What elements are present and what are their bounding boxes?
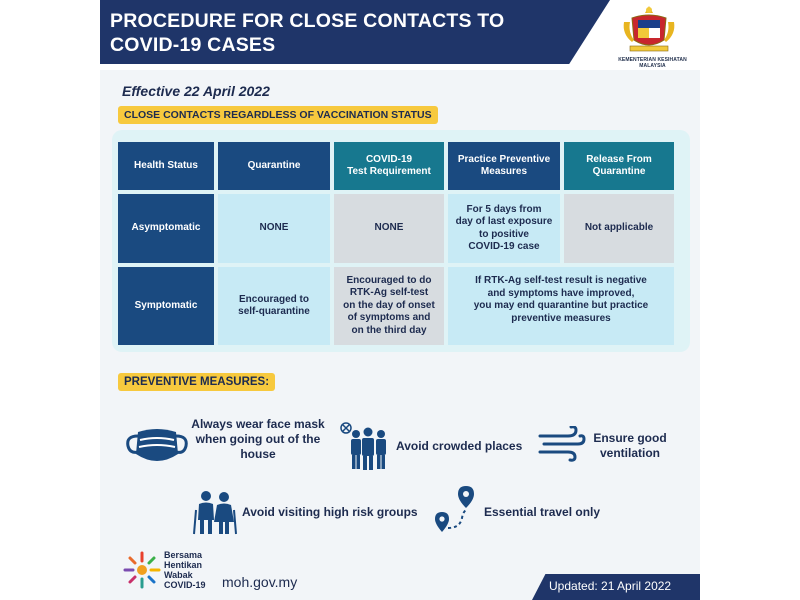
crowd-measure-text: Avoid crowded places xyxy=(396,439,523,453)
infographic-poster xyxy=(100,0,700,600)
title-line-2: COVID-19 CASES xyxy=(110,34,276,56)
asymptomatic-preventive-line-1: For 5 days from xyxy=(466,203,542,215)
symptomatic-test-line-1: Encouraged to do xyxy=(346,274,432,286)
header xyxy=(100,0,700,70)
asymptomatic-test xyxy=(334,194,444,263)
header-quarantine-text: Quarantine xyxy=(247,159,301,171)
symptomatic-merged-line-3: you may end quarantine but practice xyxy=(473,300,649,311)
updated-date: Updated: 21 April 2022 xyxy=(549,579,672,593)
elderly-couple-icon xyxy=(192,488,238,536)
asymptomatic-preventive-line-3: to positive xyxy=(478,228,529,240)
campaign-line-4: COVID-19 xyxy=(164,580,206,590)
asymptomatic-preventive-line-4: COVID-19 case xyxy=(468,241,540,252)
symptomatic-test-line-2: RTK-Ag self-test xyxy=(349,287,429,299)
asymptomatic-release-text: Not applicable xyxy=(584,222,654,234)
ventilation-line-1: Ensure good xyxy=(593,431,667,445)
face-mask-icon xyxy=(124,424,190,468)
symptomatic-test xyxy=(334,267,444,345)
travel-route-icon xyxy=(430,484,482,536)
asymptomatic-status-text: Asymptomatic xyxy=(131,222,201,234)
mask-measure-text xyxy=(188,417,328,462)
campaign-name xyxy=(164,550,206,590)
ventilation-icon xyxy=(538,426,586,462)
row-asymptomatic-status xyxy=(118,194,214,263)
close-contacts-label: CLOSE CONTACTS REGARDLESS OF VACCINATION STATUS xyxy=(118,106,438,124)
symptomatic-quarantine-line-2: self-quarantine xyxy=(238,306,310,317)
website-url: moh.gov.my xyxy=(222,574,298,590)
asymptomatic-quarantine xyxy=(218,194,330,263)
campaign-line-2: Hentikan xyxy=(164,560,203,570)
symptomatic-quarantine-line-1: Encouraged to xyxy=(238,293,309,305)
campaign-line-3: Wabak xyxy=(164,570,193,580)
ministry-name: KEMENTERIAN KESIHATAN MALAYSIA xyxy=(618,57,687,69)
header-preventive-measures xyxy=(448,142,560,190)
mask-line-3: house xyxy=(240,447,276,461)
campaign-logo-icon xyxy=(122,550,162,590)
asymptomatic-quarantine-text: NONE xyxy=(259,222,289,234)
risk-groups-measure-text: Avoid visiting high risk groups xyxy=(242,505,418,519)
ventilation-line-2: ventilation xyxy=(599,446,660,460)
ventilation-measure-text xyxy=(580,431,680,461)
header-test-line-2: Test Requirement xyxy=(347,166,431,177)
header-health-status-text: Health Status xyxy=(134,159,198,171)
symptomatic-merged-line-1: If RTK-Ag self-test result is negative xyxy=(475,275,647,286)
mask-line-1: Always wear face mask xyxy=(191,417,325,431)
asymptomatic-release xyxy=(564,194,674,263)
header-release xyxy=(564,142,674,190)
procedure-table xyxy=(112,130,690,352)
header-health-status xyxy=(118,142,214,190)
symptomatic-merged-line-4: preventive measures xyxy=(511,312,611,324)
header-test-requirement xyxy=(334,142,444,190)
page-title xyxy=(110,9,550,57)
campaign-line-1: Bersama xyxy=(164,550,203,560)
header-release-line-2: Quarantine xyxy=(592,166,646,177)
symptomatic-test-line-4: of symptoms and xyxy=(347,312,431,324)
header-quarantine xyxy=(218,142,330,190)
asymptomatic-preventive-line-2: day of last exposure xyxy=(455,216,553,227)
preventive-measures-label: PREVENTIVE MEASURES: xyxy=(118,373,275,391)
travel-measure-text: Essential travel only xyxy=(484,505,601,519)
effective-date: Effective 22 April 2022 xyxy=(122,83,270,99)
crowd-icon xyxy=(340,420,394,472)
asymptomatic-test-text: NONE xyxy=(374,222,404,234)
symptomatic-quarantine xyxy=(218,267,330,345)
header-test-line-1: COVID-19 xyxy=(365,153,413,165)
symptomatic-merged-line-2: and symptoms have improved, xyxy=(487,287,635,299)
header-preventive-line-1: Practice Preventive xyxy=(457,153,551,165)
symptomatic-test-line-3: on the day of onset xyxy=(343,299,435,311)
row-symptomatic-status xyxy=(118,267,214,345)
symptomatic-status-text: Symptomatic xyxy=(134,299,198,311)
symptomatic-test-line-5: on the third day xyxy=(351,324,427,336)
mask-line-2: when going out of the xyxy=(195,432,321,446)
symptomatic-merged-guidance xyxy=(448,267,674,345)
asymptomatic-preventive xyxy=(448,194,560,263)
header-preventive-line-2: Measures xyxy=(480,166,528,177)
header-release-line-1: Release From xyxy=(586,153,652,165)
title-line-1: PROCEDURE FOR CLOSE CONTACTS TO xyxy=(110,10,505,32)
malaysia-crest-icon xyxy=(620,4,678,56)
